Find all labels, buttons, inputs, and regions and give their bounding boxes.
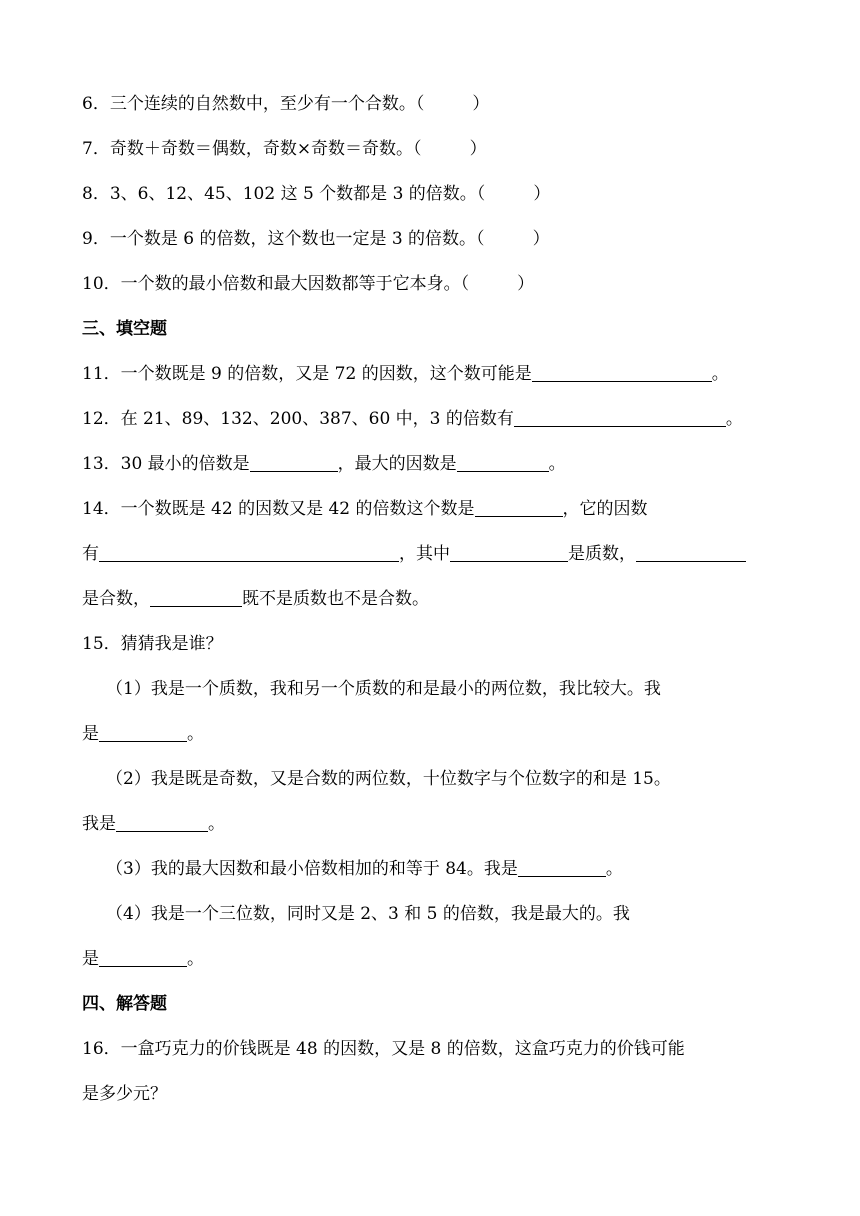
question-15-part-2: （2）我是既是奇数，又是合数的两位数，十位数字与个位数字的和是 15。 [106, 769, 671, 789]
question-14-line-1: 14．一个数既是 42 的因数又是 42 的倍数这个数是 ，它的因数 [82, 499, 648, 519]
answer-blank[interactable] [636, 544, 746, 562]
question-10: 10．一个数的最小倍数和最大因数都等于它本身。（ ） [82, 274, 535, 294]
answer-blank[interactable] [475, 499, 563, 517]
question-8: 8．3、6、12、45、102 这 5 个数都是 3 的倍数。（ ） [82, 184, 551, 204]
question-9: 9．一个数是 6 的倍数，这个数也一定是 3 的倍数。（ ） [82, 229, 550, 249]
question-12: 12．在 21、89、132、200、387、60 中，3 的倍数有 。 [82, 409, 743, 429]
answer-blank[interactable] [99, 724, 187, 742]
answer-blank[interactable] [150, 589, 242, 607]
question-15-part-3: （3）我的最大因数和最小倍数相加的和等于 84。我是 。 [106, 859, 623, 879]
question-13: 13．30 最小的倍数是 ，最大的因数是 。 [82, 454, 566, 474]
answer-blank[interactable] [99, 544, 399, 562]
question-15-title: 15．猜猜我是谁？ [82, 634, 223, 654]
answer-blank[interactable] [450, 544, 568, 562]
question-15-part-4: （4）我是一个三位数，同时又是 2、3 和 5 的倍数，我是最大的。我 [106, 904, 630, 924]
question-6: 6．三个连续的自然数中，至少有一个合数。（ ） [82, 94, 490, 114]
answer-blank[interactable] [99, 949, 187, 967]
section-heading-word-problems: 四、解答题 [82, 994, 167, 1014]
question-15-part-4-answer: 是 。 [82, 949, 204, 969]
answer-blank[interactable] [457, 454, 549, 472]
question-14-line-3: 是合数， 既不是质数也不是合数。 [82, 589, 429, 609]
section-heading-fill-in: 三、填空题 [82, 319, 167, 339]
question-7: 7．奇数＋奇数＝偶数，奇数×奇数＝奇数。（ ） [82, 139, 487, 159]
question-11: 11．一个数既是 9 的倍数，又是 72 的因数，这个数可能是 。 [82, 364, 729, 384]
question-15-part-1-answer: 是 。 [82, 724, 204, 744]
answer-blank[interactable] [532, 364, 712, 382]
answer-blank[interactable] [514, 409, 726, 427]
question-15-part-1: （1）我是一个质数，我和另一个质数的和是最小的两位数，我比较大。我 [106, 679, 661, 699]
question-15-part-2-answer: 我是 。 [82, 814, 225, 834]
answer-blank[interactable] [116, 814, 208, 832]
question-16-line-1: 16．一盒巧克力的价钱既是 48 的因数，又是 8 的倍数，这盒巧克力的价钱可能 [82, 1039, 685, 1059]
question-16-line-2: 是多少元？ [82, 1084, 167, 1104]
worksheet-page [82, 82, 782, 1117]
answer-blank[interactable] [250, 454, 338, 472]
answer-blank[interactable] [518, 859, 606, 877]
question-14-line-2: 有 ，其中 是质数， [82, 532, 782, 577]
